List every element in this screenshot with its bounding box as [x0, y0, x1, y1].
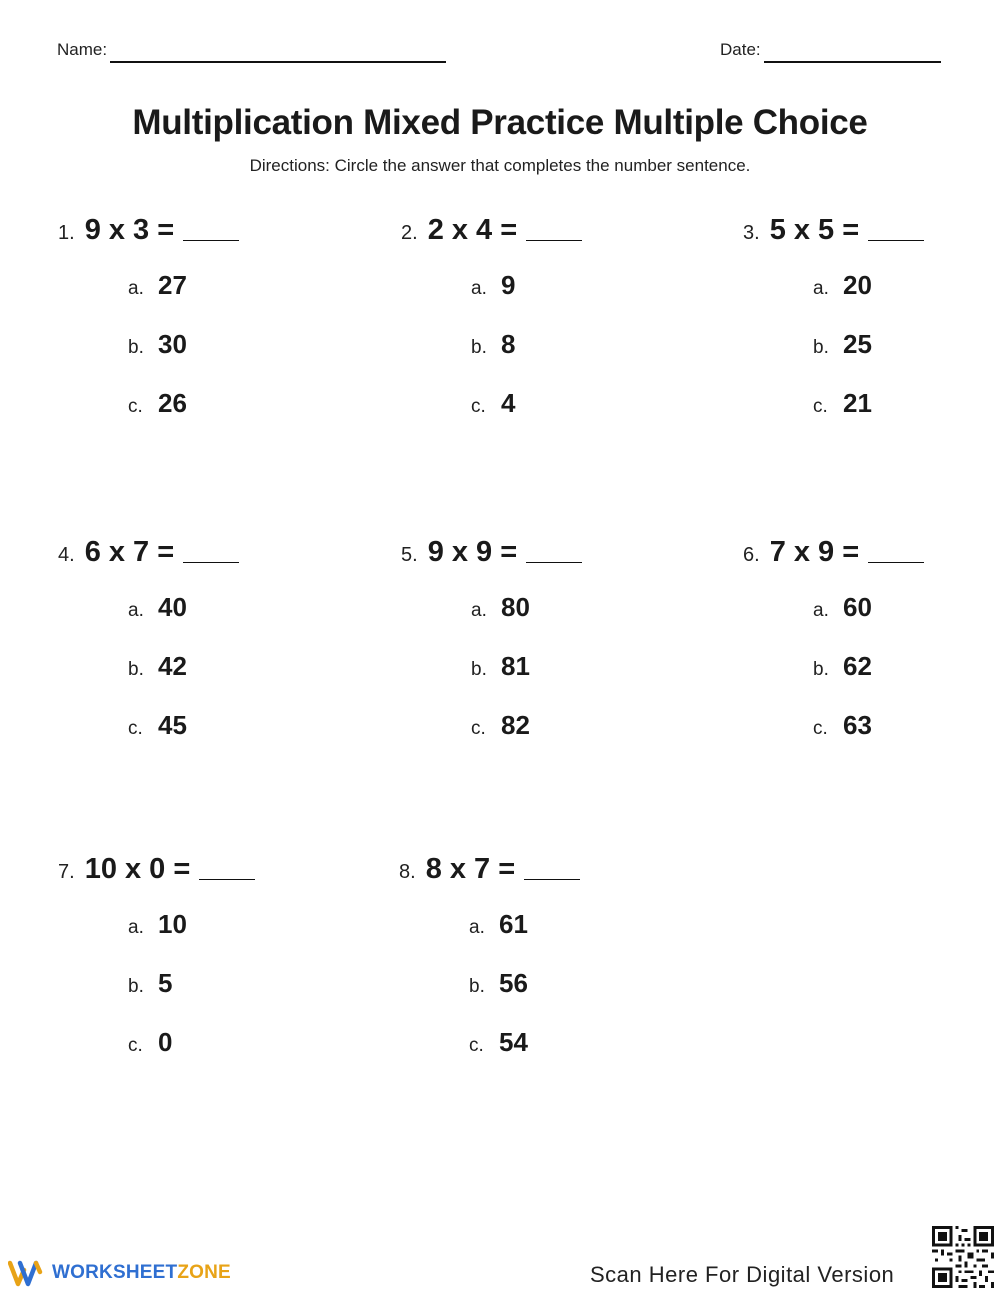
- choice-letter: a.: [128, 600, 144, 621]
- choice-letter: c.: [128, 718, 143, 739]
- worksheet-title: Multiplication Mixed Practice Multiple Choice: [132, 103, 868, 142]
- choice-value: 10: [158, 909, 187, 939]
- answer-blank[interactable]: [199, 879, 255, 880]
- question-row: [58, 536, 318, 569]
- choice-c[interactable]: [471, 710, 661, 769]
- choice-letter: b.: [471, 659, 487, 680]
- choice-letter: c.: [469, 1035, 484, 1056]
- choice-value: 26: [158, 388, 187, 418]
- choice-b[interactable]: [813, 329, 1000, 388]
- question-row: [743, 214, 1000, 247]
- problem-8: [399, 853, 659, 1086]
- choice-letter: a.: [128, 278, 144, 299]
- question-row: [743, 536, 1000, 569]
- date-label: Date:: [720, 40, 761, 59]
- name-label: Name:: [57, 40, 108, 59]
- choice-value: 45: [158, 710, 187, 740]
- choice-value: 62: [843, 651, 872, 681]
- choice-list: [743, 592, 1000, 769]
- choice-value: 8: [501, 329, 516, 359]
- problem-7: [58, 853, 318, 1086]
- choice-c[interactable]: [469, 1027, 659, 1086]
- problem-1: [58, 214, 318, 447]
- choice-value: 61: [499, 909, 528, 939]
- choice-a[interactable]: [128, 270, 318, 329]
- choice-a[interactable]: [469, 909, 659, 968]
- choice-value: 56: [499, 968, 528, 998]
- choice-b[interactable]: [128, 651, 318, 710]
- answer-blank[interactable]: [868, 562, 924, 563]
- choice-a[interactable]: [471, 592, 661, 651]
- choice-list: [58, 270, 318, 447]
- logo-w-icon: [8, 1258, 48, 1288]
- choice-letter: b.: [469, 976, 485, 997]
- equation: 5 x 5 =: [769, 214, 860, 246]
- choice-value: 4: [501, 388, 516, 418]
- choice-b[interactable]: [471, 651, 661, 710]
- choice-value: 42: [158, 651, 187, 681]
- equation: 7 x 9 =: [769, 536, 860, 568]
- choice-value: 5: [158, 968, 173, 998]
- equation: 10 x 0 =: [84, 853, 191, 885]
- choice-letter: b.: [128, 659, 144, 680]
- choice-value: 60: [843, 592, 872, 622]
- question-number: 5.: [401, 544, 418, 566]
- problem-6: [743, 536, 1000, 769]
- question-row: [58, 214, 318, 247]
- choice-value: 9: [501, 270, 516, 300]
- choice-b[interactable]: [469, 968, 659, 1027]
- scan-caption: Scan Here For Digital Version: [590, 1262, 895, 1287]
- choice-letter: b.: [813, 337, 829, 358]
- answer-blank[interactable]: [183, 562, 239, 563]
- answer-blank[interactable]: [524, 879, 580, 880]
- choice-value: 25: [843, 329, 872, 359]
- answer-blank[interactable]: [526, 562, 582, 563]
- choice-value: 30: [158, 329, 187, 359]
- question-number: 4.: [58, 544, 75, 566]
- choice-letter: c.: [813, 718, 828, 739]
- choice-a[interactable]: [128, 909, 318, 968]
- choice-letter: b.: [471, 337, 487, 358]
- question-number: 2.: [401, 222, 418, 244]
- question-row: [401, 536, 661, 569]
- choice-letter: a.: [471, 600, 487, 621]
- choice-value: 40: [158, 592, 187, 622]
- choice-a[interactable]: [471, 270, 661, 329]
- choice-list: [399, 909, 659, 1086]
- question-number: 8.: [399, 861, 416, 883]
- answer-blank[interactable]: [868, 240, 924, 241]
- choice-value: 80: [501, 592, 530, 622]
- logo-word-worksheet: WORKSHEET: [52, 1262, 178, 1283]
- equation: 9 x 9 =: [427, 536, 518, 568]
- answer-blank[interactable]: [183, 240, 239, 241]
- choice-list: [401, 592, 661, 769]
- choice-value: 21: [843, 388, 872, 418]
- question-number: 6.: [743, 544, 760, 566]
- name-blank-line[interactable]: [110, 61, 446, 63]
- choice-c[interactable]: [128, 388, 318, 447]
- choice-b[interactable]: [128, 329, 318, 388]
- choice-value: 54: [499, 1027, 528, 1057]
- logo-wordmark: [52, 1262, 231, 1284]
- question-number: 3.: [743, 222, 760, 244]
- date-blank-line[interactable]: [764, 61, 941, 63]
- qr-code-icon[interactable]: [932, 1226, 994, 1288]
- choice-letter: c.: [471, 396, 486, 417]
- choice-b[interactable]: [471, 329, 661, 388]
- choice-letter: a.: [813, 278, 829, 299]
- answer-blank[interactable]: [526, 240, 582, 241]
- choice-c[interactable]: [128, 1027, 318, 1086]
- choice-list: [401, 270, 661, 447]
- choice-value: 0: [158, 1027, 173, 1057]
- choice-letter: b.: [128, 337, 144, 358]
- choice-letter: b.: [813, 659, 829, 680]
- choice-letter: c.: [128, 1035, 143, 1056]
- choice-b[interactable]: [128, 968, 318, 1027]
- problem-2: [401, 214, 661, 447]
- choice-value: 27: [158, 270, 187, 300]
- choice-value: 20: [843, 270, 872, 300]
- choice-a[interactable]: [813, 592, 1000, 651]
- question-row: [399, 853, 659, 886]
- choice-letter: a.: [471, 278, 487, 299]
- choice-c[interactable]: [128, 710, 318, 769]
- choice-a[interactable]: [813, 270, 1000, 329]
- choice-letter: c.: [813, 396, 828, 417]
- problem-5: [401, 536, 661, 769]
- choice-list: [743, 270, 1000, 447]
- choice-letter: a.: [469, 917, 485, 938]
- equation: 2 x 4 =: [427, 214, 518, 246]
- choice-letter: a.: [813, 600, 829, 621]
- choice-a[interactable]: [128, 592, 318, 651]
- choice-value: 81: [501, 651, 530, 681]
- question-number: 7.: [58, 861, 75, 883]
- choice-letter: c.: [471, 718, 486, 739]
- question-row: [58, 853, 318, 886]
- directions-text: Directions: Circle the answer that completes the number sentence.: [249, 156, 751, 175]
- question-number: 1.: [58, 222, 75, 244]
- worksheetzone-logo[interactable]: [8, 1258, 231, 1288]
- equation: 8 x 7 =: [425, 853, 516, 885]
- choice-list: [58, 909, 318, 1086]
- problem-4: [58, 536, 318, 769]
- question-row: [401, 214, 661, 247]
- choice-value: 63: [843, 710, 872, 740]
- choice-c[interactable]: [813, 388, 1000, 447]
- choice-letter: a.: [128, 917, 144, 938]
- choice-list: [58, 592, 318, 769]
- choice-value: 82: [501, 710, 530, 740]
- choice-letter: c.: [128, 396, 143, 417]
- problem-3: [743, 214, 1000, 447]
- choice-letter: b.: [128, 976, 144, 997]
- choice-b[interactable]: [813, 651, 1000, 710]
- choice-c[interactable]: [471, 388, 661, 447]
- equation: 6 x 7 =: [84, 536, 175, 568]
- equation: 9 x 3 =: [84, 214, 175, 246]
- logo-word-zone: ZONE: [177, 1262, 231, 1283]
- choice-c[interactable]: [813, 710, 1000, 769]
